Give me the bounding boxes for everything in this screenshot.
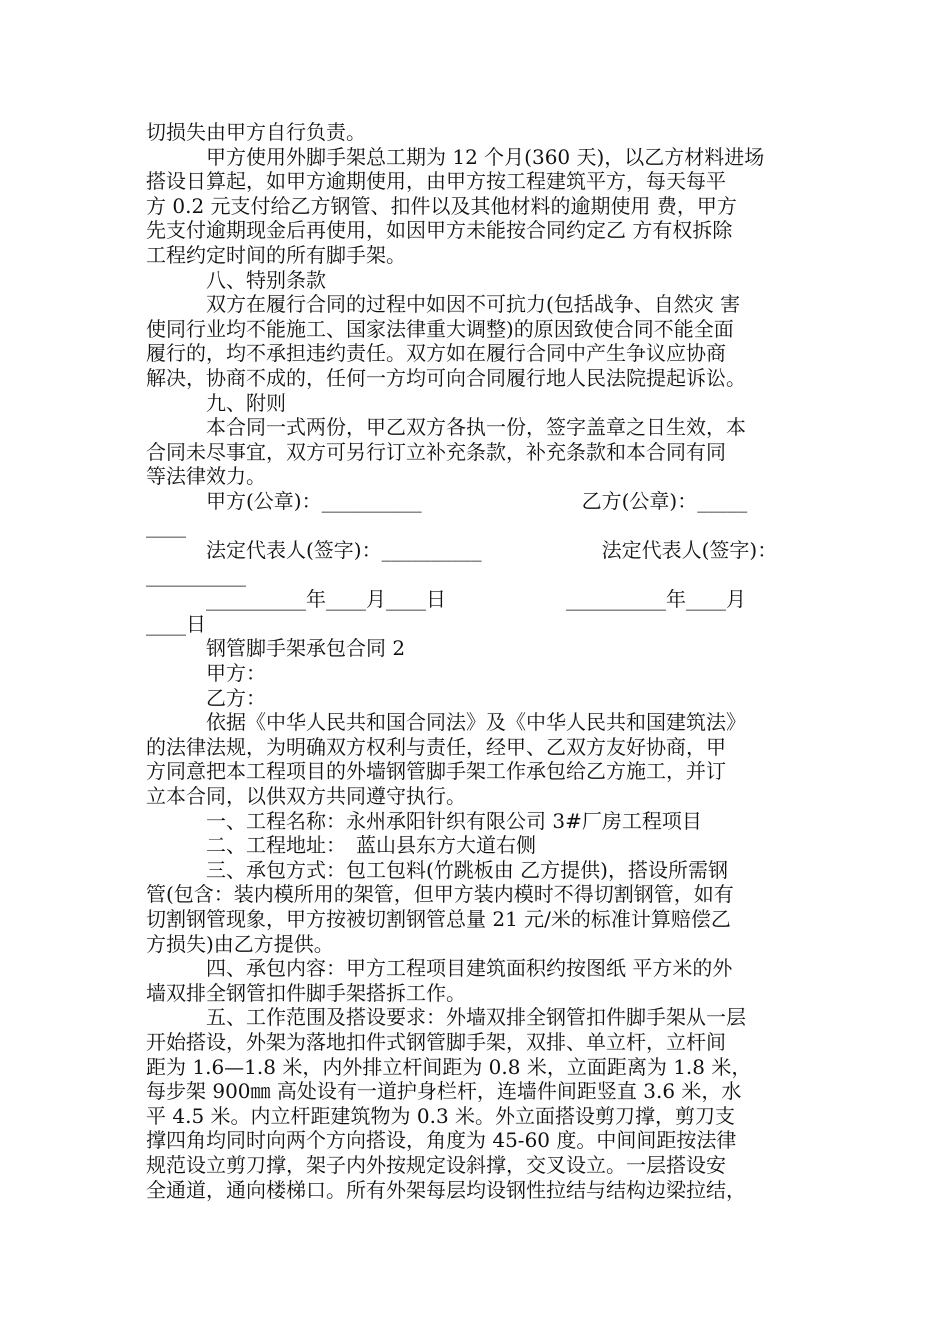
text-line: 撑四角均同时向两个方向搭设，角度为 45-60 度。中间间距按法律 (146, 1128, 737, 1153)
text-line: 双方在履行合同的过程中如因不可抗力(包括战争、自然灾 害 (146, 292, 741, 317)
text-line: 工程约定时间的所有脚手架。 (146, 242, 406, 267)
text-line: 解决，协商不成的，任何一方均可向合同履行地人民法院提起诉讼。 (146, 365, 746, 390)
text-line: 三、承包方式：包工包料(竹跳板由 乙方提供)，搭设所需钢 (146, 857, 728, 882)
text-line: 四、承包内容：甲方工程项目建筑面积约按图纸 平方米的外 (146, 956, 733, 981)
contract-body-text (146, 120, 818, 1202)
text-line: 乙方： (146, 685, 266, 710)
text-line: 方 0.2 元支付给乙方钢管、扣件以及其他材料的逾期使用 费，甲方 (146, 193, 737, 218)
text-line: 依据《中华人民共和国合同法》及《中华人民共和国建筑法》 (146, 710, 746, 735)
text-line: 方损失)由乙方提供。 (146, 931, 334, 956)
text-line: 五、工作范围及搭设要求：外墙双排全钢管扣件脚手架从一层 (146, 1005, 746, 1030)
text-line: 先支付逾期现金后再使用，如因甲方未能按合同约定乙 方有权拆除 (146, 218, 733, 243)
text-line: 开始搭设，外架为落地扣件式钢管脚手架，双排、单立杆，立杆间 (146, 1029, 726, 1054)
text-line: 履行的，均不承担违约责任。双方如在履行合同中产生争议应协商 (146, 341, 726, 366)
text-line: 距为 1.6—1.8 米，内外排立杆间距为 0.8 米，立面距离为 1.8 米， (146, 1054, 752, 1079)
text-line: 法定代表人(签字)：__________ 法定代表人(签字)： (146, 538, 778, 563)
text-line: 甲方(公章)：__________ 乙方(公章)：_____ (146, 488, 748, 513)
text-line: 方同意把本工程项目的外墙钢管脚手架工作承包给乙方施工，并订 (146, 759, 726, 784)
text-line: 切损失由甲方自行负责。 (146, 120, 366, 144)
text-line: ____日 (146, 611, 206, 636)
text-line: 九、附则 (146, 390, 286, 415)
text-line: 甲方使用外脚手架总工期为 12 个月(360 天)，以乙方材料进场 (146, 144, 765, 169)
text-line: 等法律效力。 (146, 464, 266, 489)
text-line: 全通道，通向楼梯口。所有外架每层均设钢性拉结与结构边梁拉结， (146, 1177, 746, 1202)
text-line: 切割钢管现象，甲方按被切割钢管总量 21 元/米的标准计算赔偿乙 (146, 907, 731, 931)
text-line: 立本合同，以供双方共同遵守执行。 (146, 784, 466, 809)
text-line: 八、特别条款 (146, 267, 326, 292)
text-line: __________ (146, 562, 246, 587)
text-line: 每步架 900㎜ 高处设有一道护身栏杆，连墙件间距竖直 3.6 米，水 (146, 1079, 742, 1104)
text-line: 使同行业均不能施工、国家法律重大调整)的原因致使合同不能全面 (146, 316, 734, 341)
text-line: ____ (146, 513, 186, 538)
text-line: 管(包含：装内模所用的架管，但甲方装内模时不得切割钢管，如有 (146, 882, 734, 907)
text-line: 本合同一式两份，甲乙双方各执一份，签字盖章之日生效，本 (146, 415, 746, 440)
text-line: 合同未尽事宜，双方可另行订立补充条款，补充条款和本合同有同 (146, 439, 726, 464)
text-line: 平 4.5 米。内立杆距建筑物为 0.3 米。外立面搭设剪刀撑，剪刀支 (146, 1103, 736, 1128)
text-line: __________年____月____日 __________年____月 (146, 587, 746, 612)
text-line: 钢管脚手架承包合同 2 (146, 636, 406, 661)
text-line: 甲方： (146, 661, 266, 686)
text-line: 一、工程名称：永州承阳针织有限公司 3#厂房工程项目 (146, 808, 702, 833)
text-line: 规范设立剪刀撑，架子内外按规定设斜撑，交叉设立。一层搭设安 (146, 1152, 726, 1177)
text-line: 墙双排全钢管扣件脚手架搭拆工作。 (146, 980, 466, 1005)
text-line: 二、工程地址： 蓝山县东方大道右侧 (146, 833, 536, 858)
text-line: 搭设日算起，如甲方逾期使用，由甲方按工程建筑平方，每天每平 (146, 169, 726, 194)
text-line: 的法律法规，为明确双方权利与责任，经甲、乙双方友好协商，甲 (146, 734, 726, 759)
